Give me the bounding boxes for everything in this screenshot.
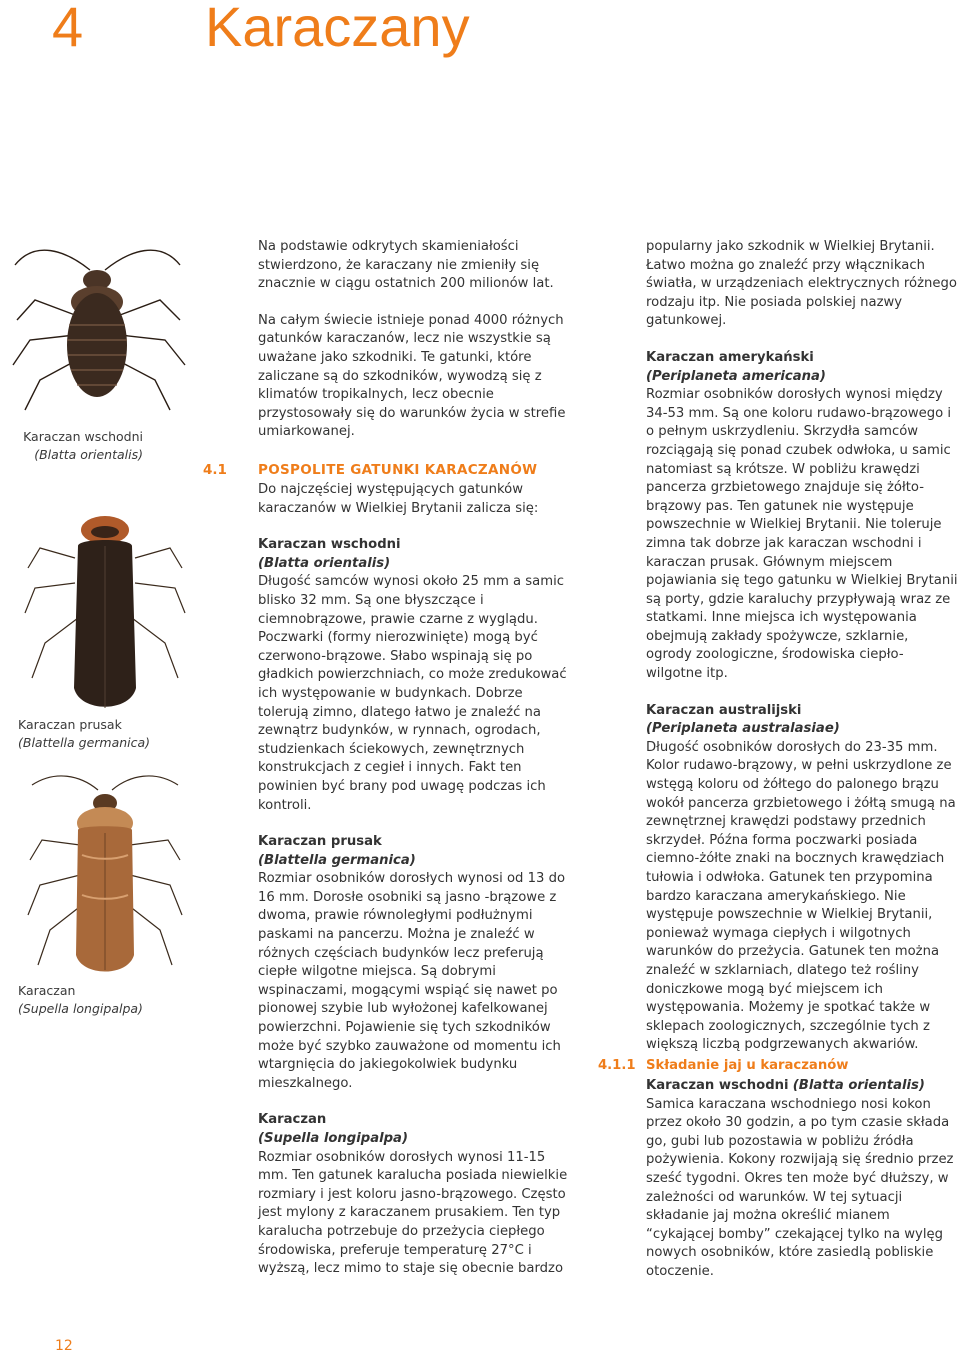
- species-supella: [258, 1111, 570, 1278]
- egg-laying-text: Samica karaczana wschodniego nosi kokon przez około 30 godzin, a po tym czasie składa go, gubi lub pozostawia w pobliżu źródła pożywienia. Kokony rozwijają się średnio przez sześć tygodni. Okres ten może być dłuższy, w zależności od warunków. W tej sytuacji składanie jaj można określić mianem “cykającej bomby” czekającej tylko na wylęg nowych osobników, które zasiedlą pobliskie otoczenie.: [646, 1096, 954, 1279]
- caption-oriental: [18, 428, 143, 464]
- caption-oriental-name: Karaczan wschodni: [23, 429, 143, 444]
- supella-continued: popularny jako szkodnik w Wielkiej Brytanii. Łatwo można go znaleźć przy włącznikach światła, w urządzeniach elektrycznych różnego rodzaju itp. Nie posiada polskiej nazwy gatunkowej.: [646, 239, 957, 329]
- intro-block: [258, 238, 568, 442]
- species-american-text: Rozmiar osobników dorosłych wynosi między 34-53 mm. Są one koloru rudawo-brązowego i o pełnym uskrzydleniu. Skrzydła samców rozciągają się ponad czubek odwłoka, u samic natomiast są krótsze. W pobliżu krawędzi pancerza grzbietowego znajduje się żółto-brązowy pas. Ten gatunek nie występuje powszechnie w Wielkiej Brytanii. Nie toleruje zimna tak dobrze jak karaczan wschodni i karaczan prusak. Głównym miejscem pojawiania się tego gatunku w Wielkiej Brytanii są porty, gdzie karaluchy przypływają wraz ze statkami. Inne miejsca ich występowania obejmują zakłady spożywcze, szklarnie, ogrody zoologiczne, środowiska ciepło-wilgotne itp.: [646, 387, 958, 682]
- page-number: 12: [55, 1338, 73, 1354]
- right-column: [646, 238, 958, 1055]
- species-oriental-latin: (Blatta orientalis): [258, 555, 391, 571]
- species-german-latin: (Blattella germanica): [258, 852, 416, 868]
- species-german-text: Rozmiar osobników dorosłych wynosi od 13 do 16 mm. Dorosłe osobniki są jasno -brązowe z dwoma, prawie równoległymi podłużnymi paskami na pancerzu. Można je znaleźć w różnych częściach budynków lecz preferują ciepłe wilgotne miejsca. Są dobrymi wspinaczami, mogącymi wspiąć się nawet po pionowej szybie lub wyłożonej kafelkowanej powierzchni. Pojawienie się tych szkodników może być szybko zauważone od momentu ich wtargnięcia do jakiegokolwiek budynku mieszkalnego.: [258, 871, 566, 1091]
- caption-german: [18, 716, 158, 752]
- caption-german-latin: (Blattella germanica): [18, 735, 151, 750]
- caption-supella-name: Karaczan: [18, 983, 76, 998]
- caption-supella-latin: (Supella longipalpa): [18, 1001, 143, 1016]
- chapter-number: 4: [52, 0, 84, 58]
- species-american-name: Karaczan amerykański: [646, 349, 814, 365]
- species-supella-name: Karaczan: [258, 1112, 327, 1128]
- species-oriental-name: Karaczan wschodni: [258, 537, 401, 553]
- species-australian-latin: (Periplaneta australasiae): [646, 721, 840, 737]
- section-number: 4.1: [203, 462, 227, 478]
- section-title: POSPOLITE GATUNKI KARACZANÓW: [258, 462, 538, 478]
- species-australian-name: Karaczan australijski: [646, 702, 802, 718]
- species-german: [258, 833, 570, 1093]
- egg-laying-species: Karaczan wschodni: [646, 1078, 789, 1093]
- subsection-number: 4.1.1: [598, 1058, 636, 1073]
- intro-paragraph-2: Na całym świecie istnieje ponad 4000 różnych gatunków karaczanów, lecz nie wszystkie są uważane jako szkodniki. Te gatunki, które zaliczane są do szkodników, wywodzą się z klimatów tropikalnych, lecz obecnie przystosowały się do warunków życia w strefie umiarkowanej.: [258, 312, 566, 440]
- intro-paragraph-1: Na podstawie odkrytych skamieniałości stwierdzono, że karaczany nie zmieniły się znacznie w ciągu ostatnich 200 milionów lat.: [258, 239, 554, 292]
- species-supella-text: Rozmiar osobników dorosłych wynosi 11-15 mm. Ten gatunek karalucha posiada niewielkie rozmiary i jest koloru jasno-brązowego. Często jest mylony z karaczanem prusakiem. Ten typ karalucha potrzebuje do przeżycia ciepłego środowiska, preferuje temperaturę 27°C i wyższą, lecz mimo to staje się obecnie bardzo: [258, 1149, 568, 1277]
- species-list-middle: [258, 481, 570, 1279]
- species-supella-latin: (Supella longipalpa): [258, 1131, 408, 1146]
- species-american: [646, 349, 958, 684]
- caption-oriental-latin: (Blatta orientalis): [34, 447, 143, 462]
- egg-laying-latin: (Blatta orientalis): [792, 1078, 925, 1093]
- species-oriental: [258, 536, 570, 815]
- brown-banded-cockroach-illustration: [20, 765, 190, 985]
- oriental-cockroach-illustration: [5, 240, 195, 430]
- species-american-latin: (Periplaneta americana): [646, 368, 826, 384]
- egg-laying-block: [646, 1077, 958, 1282]
- species-oriental-text: Długość samców wynosi około 25 mm a samic blisko 32 mm. Są one błyszczące i ciemnobrązowe, prawie czarne z wyglądu. Poczwarki (formy nierozwinięte) mogą być czerwono-brązowe. Słabo wspinają się po gładkich powierzchniach, co może zredukować ich występowanie w budynkach. Dobrze tolerują zimno, dlatego łatwo je znaleźć na zewnątrz budynków, w rynnach, ogrodach, studzienkach ściekowych, zewnętrznych konstrukcjach z cegieł i innych. Fakt ten powinien być brany pod uwagę podczas ich kontroli.: [258, 574, 567, 813]
- species-german-name: Karaczan prusak: [258, 834, 382, 850]
- subsection-title: Składanie jaj u karaczanów: [646, 1058, 849, 1073]
- caption-supella: [18, 982, 158, 1018]
- species-australian: [646, 702, 958, 1055]
- species-australian-text: Długość osobników dorosłych do 23-35 mm. Kolor rudawo-brązowy, w pełni uskrzydlone ze wstęgą koloru od żółtego do palonego brązu wokół pancerza grzbietowego i żółtą smugą na zewnętrznej krawędzi podstawy przednich skrzydeł. Późna forma poczwarki posiada ciemno-żółte znaki na bocznych krawędziach tułowia i odwłoka. Gatunek ten przypomina bardzo karaczana amerykańskiego. Nie występuje powszechnie w Wielkiej Brytanii, ponieważ wymaga ciepłych i wilgotnych warunków do przeżycia. Gatunek ten można znaleźć w szklarniach, dlatego też rośliny doniczkowe mogą być miejscem ich występowania. Możemy je spotkać także w sklepach zoologicznych, szczególnie tych z większą liczbą podgrzewanych akwariów.: [646, 739, 956, 1053]
- section-intro: Do najczęściej występujących gatunków karaczanów w Wielkiej Brytanii zalicza się:: [258, 482, 539, 516]
- chapter-title: Karaczany: [205, 0, 470, 58]
- caption-german-name: Karaczan prusak: [18, 717, 122, 732]
- german-cockroach-illustration: [20, 508, 190, 723]
- egg-laying-paragraph: [646, 1077, 958, 1282]
